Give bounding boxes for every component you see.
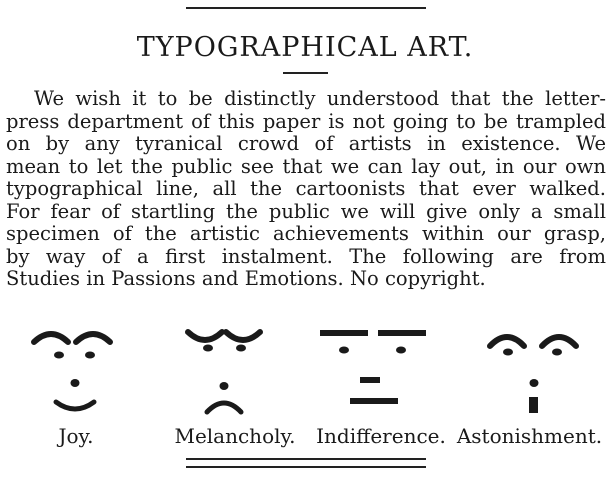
body-line: specimen of the artistic achievements within our grasp, [6, 222, 606, 245]
body-line: mean to let the public see that we can lay out, in our own [6, 154, 606, 178]
title-underline [283, 72, 328, 74]
melancholy-face-icon [168, 328, 308, 428]
joy-face-icon [14, 328, 154, 428]
body-line: typographical line, all the cartoonists that ever walked. [6, 177, 606, 200]
astonishment-face-icon [470, 328, 610, 428]
body-line: Studies in Passions and Emotions. No copyright. [6, 267, 486, 290]
bottom-rule-upper [186, 458, 426, 460]
body-line: on by any tyranical crowd of artists in existence. We [6, 132, 606, 155]
caption-joy: Joy. [58, 424, 94, 448]
caption-indifference: Indifference. [316, 424, 446, 448]
caption-melancholy: Melancholy. [174, 424, 296, 448]
body-line: press department of this paper is not going to be trampled [6, 109, 606, 133]
bottom-rule-lower [186, 466, 426, 468]
page-title: TYPOGRAPHICAL ART. [136, 32, 474, 63]
top-rule [186, 7, 426, 9]
body-line: For fear of startling the public we will give only a small [6, 199, 606, 223]
caption-astonishment: Astonishment. [456, 424, 603, 448]
body-line: We wish it to be distinctly understood that the letter- [34, 87, 606, 110]
indifference-face-icon [316, 328, 456, 428]
body-line: by way of a first instalment. The following are from [6, 244, 606, 268]
article-body [6, 88, 606, 291]
